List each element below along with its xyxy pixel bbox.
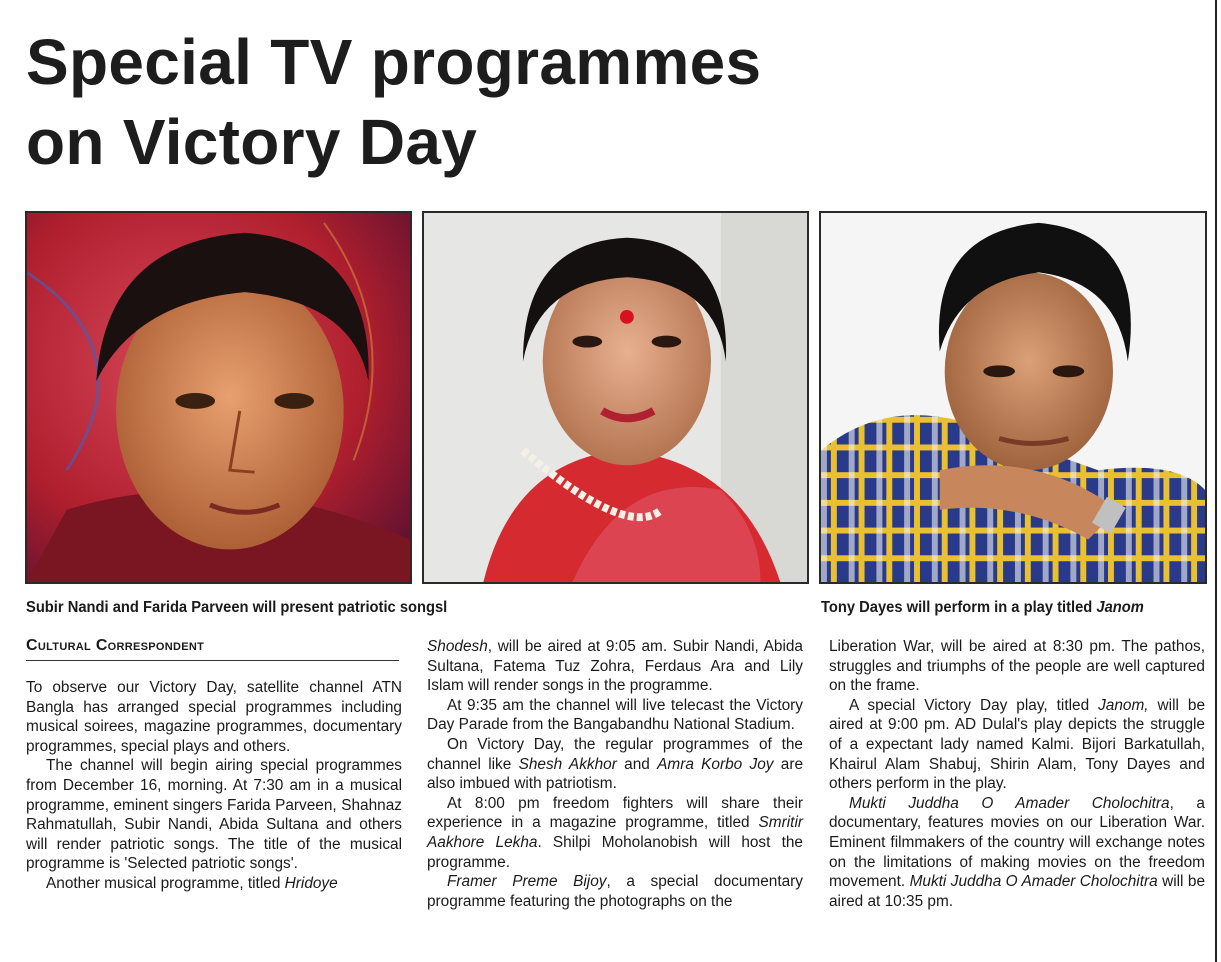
headline <box>26 22 761 182</box>
paragraph: At 9:35 am the channel will live telecast the Victory Day Parade from the Bangabandhu National Stadium. <box>427 696 803 734</box>
paragraph-text: On Victory Day, the regular programmes of the channel like <box>427 735 803 773</box>
paragraph-text: . Shilpi Moholanobish will host the programme. <box>427 833 803 871</box>
caption-right-title: Janom <box>1096 599 1144 616</box>
programme-title: Mukti Juddha O Amader Cholochitra <box>909 873 1158 891</box>
woman-portrait-photo <box>424 213 807 582</box>
photo-tony-dayes <box>819 211 1207 584</box>
paragraph <box>829 696 1205 794</box>
paragraph: Liberation War, will be aired at 8:30 pm. The pathos, struggles and triumphs of the people are well captured on the frame. <box>829 638 1205 695</box>
byline: Cultural Correspondent <box>26 637 399 661</box>
programme-title: Mukti Juddha O Amader Cholochitra <box>849 794 1170 812</box>
photo-caption-right <box>821 597 1144 619</box>
paragraph <box>829 794 1205 912</box>
paragraph <box>427 735 803 794</box>
paragraph-text: A special Victory Day play, titled <box>849 696 1099 714</box>
photo-caption-left: Subir Nandi and Farida Parveen will present patriotic songsl <box>26 599 448 616</box>
paragraph-text: At 8:00 pm freedom fighters will share their experience in a magazine programme, titled <box>427 794 803 832</box>
programme-title: Shesh Akkhor <box>518 755 617 773</box>
man-checked-shirt-photo <box>821 213 1205 582</box>
programme-title: Hridoye <box>284 874 338 892</box>
paragraph <box>427 872 803 911</box>
article-column-2 <box>427 637 803 911</box>
paragraph-text: , a special documentary programme featuring the photographs on the <box>427 873 803 910</box>
programme-title: Smritir Aakhore Lekha <box>427 814 803 851</box>
caption-right-text: Tony Dayes will perform in a play titled <box>821 599 1097 616</box>
headline-line-2: on Victory Day <box>26 106 478 178</box>
column-rule <box>1215 0 1217 962</box>
photo-subir-nandi <box>25 211 412 584</box>
article-column-1 <box>26 678 402 894</box>
paragraph-text: will be aired at 9:00 pm. AD Dulal's play depicts the struggle of a expectant lady named Kalmi. Bijori Barkatullah, Khairul Alam Shabuj, Shirin Alam, Tony Dayes and others perform in the play. <box>829 696 1206 793</box>
paragraph-text: will be aired at 10:35 pm. <box>829 873 1206 910</box>
paragraph-text: and <box>616 755 658 773</box>
paragraph-text: are also imbued with patriotism. <box>427 755 804 793</box>
programme-title: Shodesh <box>427 638 488 655</box>
programme-title: Janom, <box>1098 696 1149 714</box>
paragraph <box>427 794 803 872</box>
paragraph: The channel will begin airing special programmes from December 16, morning. At 7:30 am in a musical programme, eminent singers Farida Parveen, Shahnaz Rahmatullah, Subir Nandi, Abida Sultana and others will render patriotic songs. The title of the musical programme is 'Selected patriotic songs'. <box>26 757 402 873</box>
photo-farida-parveen <box>422 211 809 584</box>
paragraph: To observe our Victory Day, satellite channel ATN Bangla has arranged special programmes including musical soirees, magazine programmes, documentary programmes, special plays and others. <box>26 679 402 755</box>
programme-title: Framer Preme Bijoy <box>447 873 607 891</box>
headline-line-1: Special TV programmes <box>26 26 762 98</box>
programme-title: Amra Korbo Joy <box>657 755 774 773</box>
paragraph <box>427 637 803 696</box>
man-portrait-photo <box>27 213 410 582</box>
article-column-3 <box>829 637 1205 911</box>
paragraph-text: , a documentary, features movies on our Liberation War. Eminent filmmakers of the country will exchange notes on the limitations of making movies on the freedom movement. <box>829 794 1205 891</box>
paragraph-text: , will be aired at 9:05 am. Subir Nandi, Abida Sultana, Fatema Tuz Zohra, Ferdaus Ara and Lily Islam will render songs in the programme. <box>427 638 803 695</box>
paragraph-text: Another musical programme, titled <box>46 874 285 892</box>
paragraph <box>26 874 402 894</box>
